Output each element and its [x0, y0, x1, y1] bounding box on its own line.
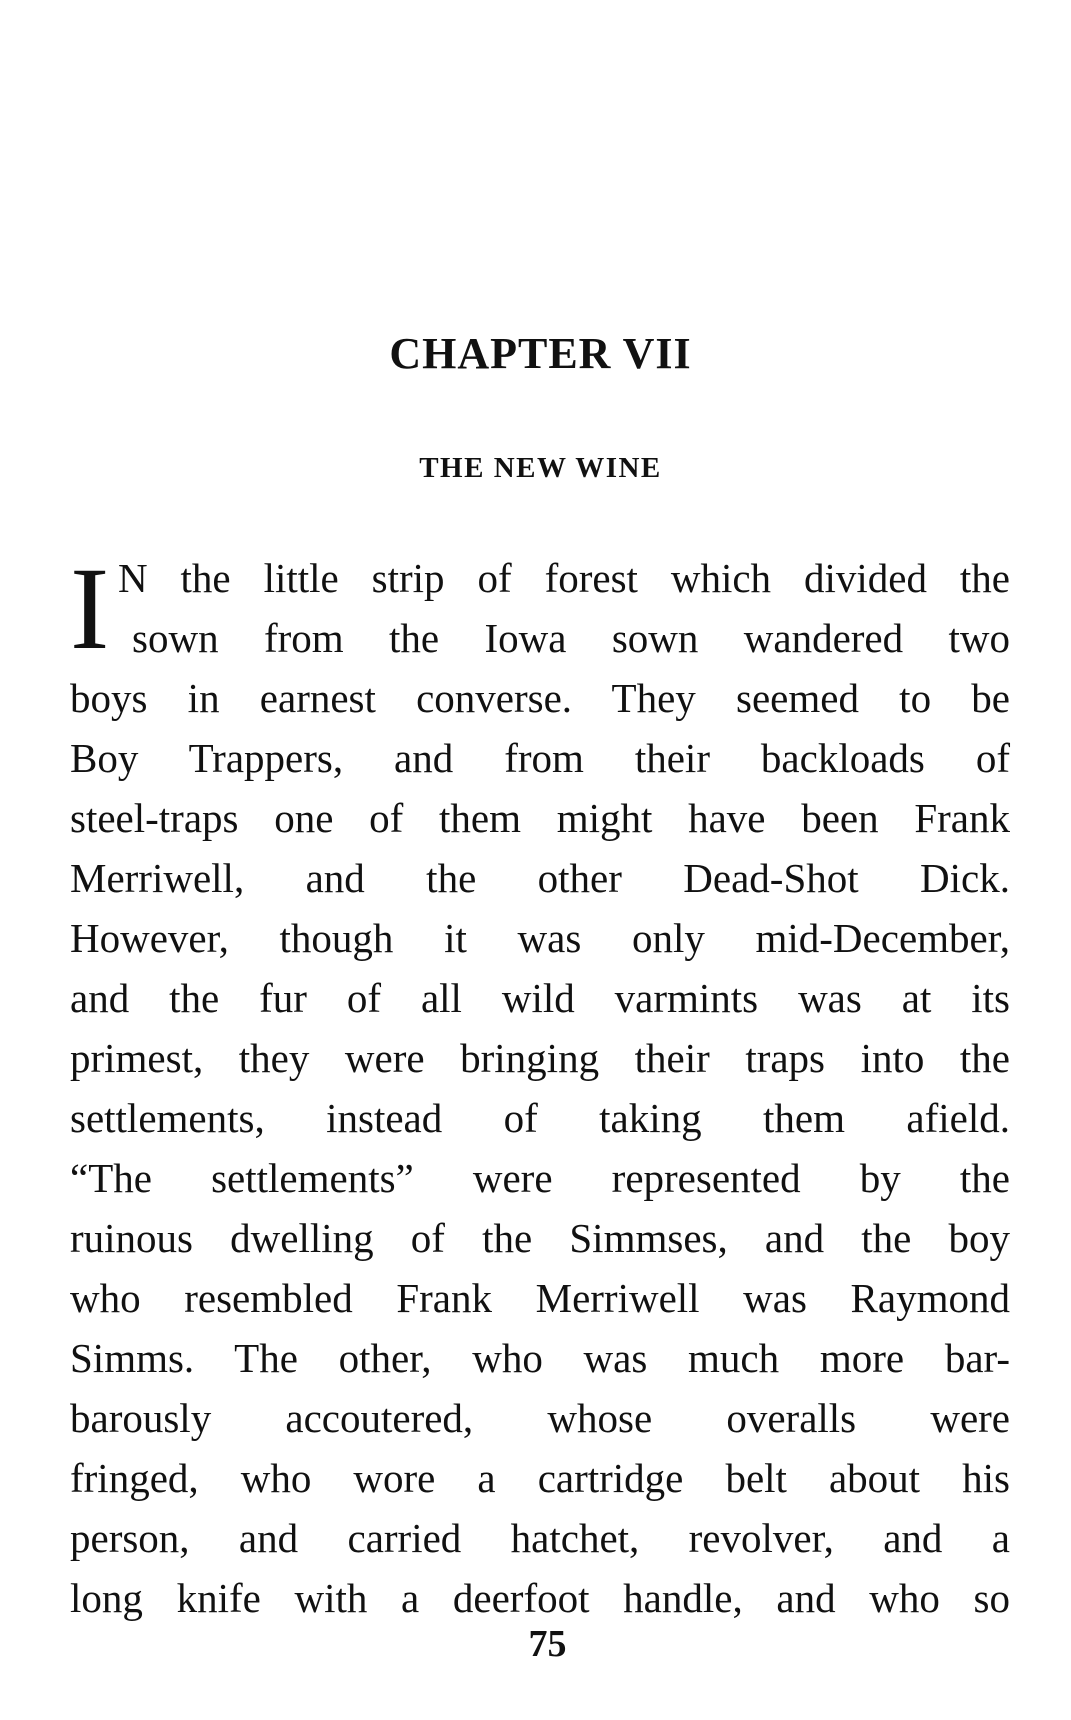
- text-line: long knife with a deerfoot handle, and who so: [70, 1575, 1010, 1621]
- text-line: Merriwell, and the other Dead-Shot Dick.: [70, 855, 1010, 901]
- page-number: 75: [528, 1623, 567, 1665]
- text-line: person, and carried hatchet, revolver, and a: [70, 1515, 1010, 1561]
- drop-cap: I: [70, 543, 110, 674]
- text-line: settlements, instead of taking them afield.: [70, 1095, 1010, 1141]
- body-text: [70, 543, 1010, 1628]
- text-line: and the fur of all wild varmints was at its: [70, 975, 1010, 1021]
- text-line: ruinous dwelling of the Simmses, and the boy: [70, 1215, 1010, 1261]
- text-line: primest, they were bringing their traps into the: [70, 1035, 1010, 1081]
- text-line: sown from the Iowa sown wandered two: [132, 615, 1010, 661]
- text-line: Simms. The other, who was much more bar-: [70, 1335, 1010, 1381]
- text-line: However, though it was only mid-December,: [70, 915, 1010, 961]
- text-line: fringed, who wore a cartridge belt about his: [70, 1455, 1010, 1501]
- text-line: who resembled Frank Merriwell was Raymond: [70, 1275, 1010, 1321]
- text-line: N the little strip of forest which divided the: [118, 555, 1010, 601]
- text-line: boys in earnest converse. They seemed to be: [70, 675, 1010, 721]
- chapter-title: THE NEW WINE: [419, 452, 662, 484]
- text-line: barously accoutered, whose overalls were: [70, 1395, 1010, 1441]
- chapter-heading: CHAPTER VII: [389, 329, 692, 378]
- text-line: Boy Trappers, and from their backloads of: [70, 735, 1010, 781]
- text-line: “The settlements” were represented by the: [70, 1155, 1010, 1201]
- text-line: steel-traps one of them might have been Frank: [70, 795, 1010, 841]
